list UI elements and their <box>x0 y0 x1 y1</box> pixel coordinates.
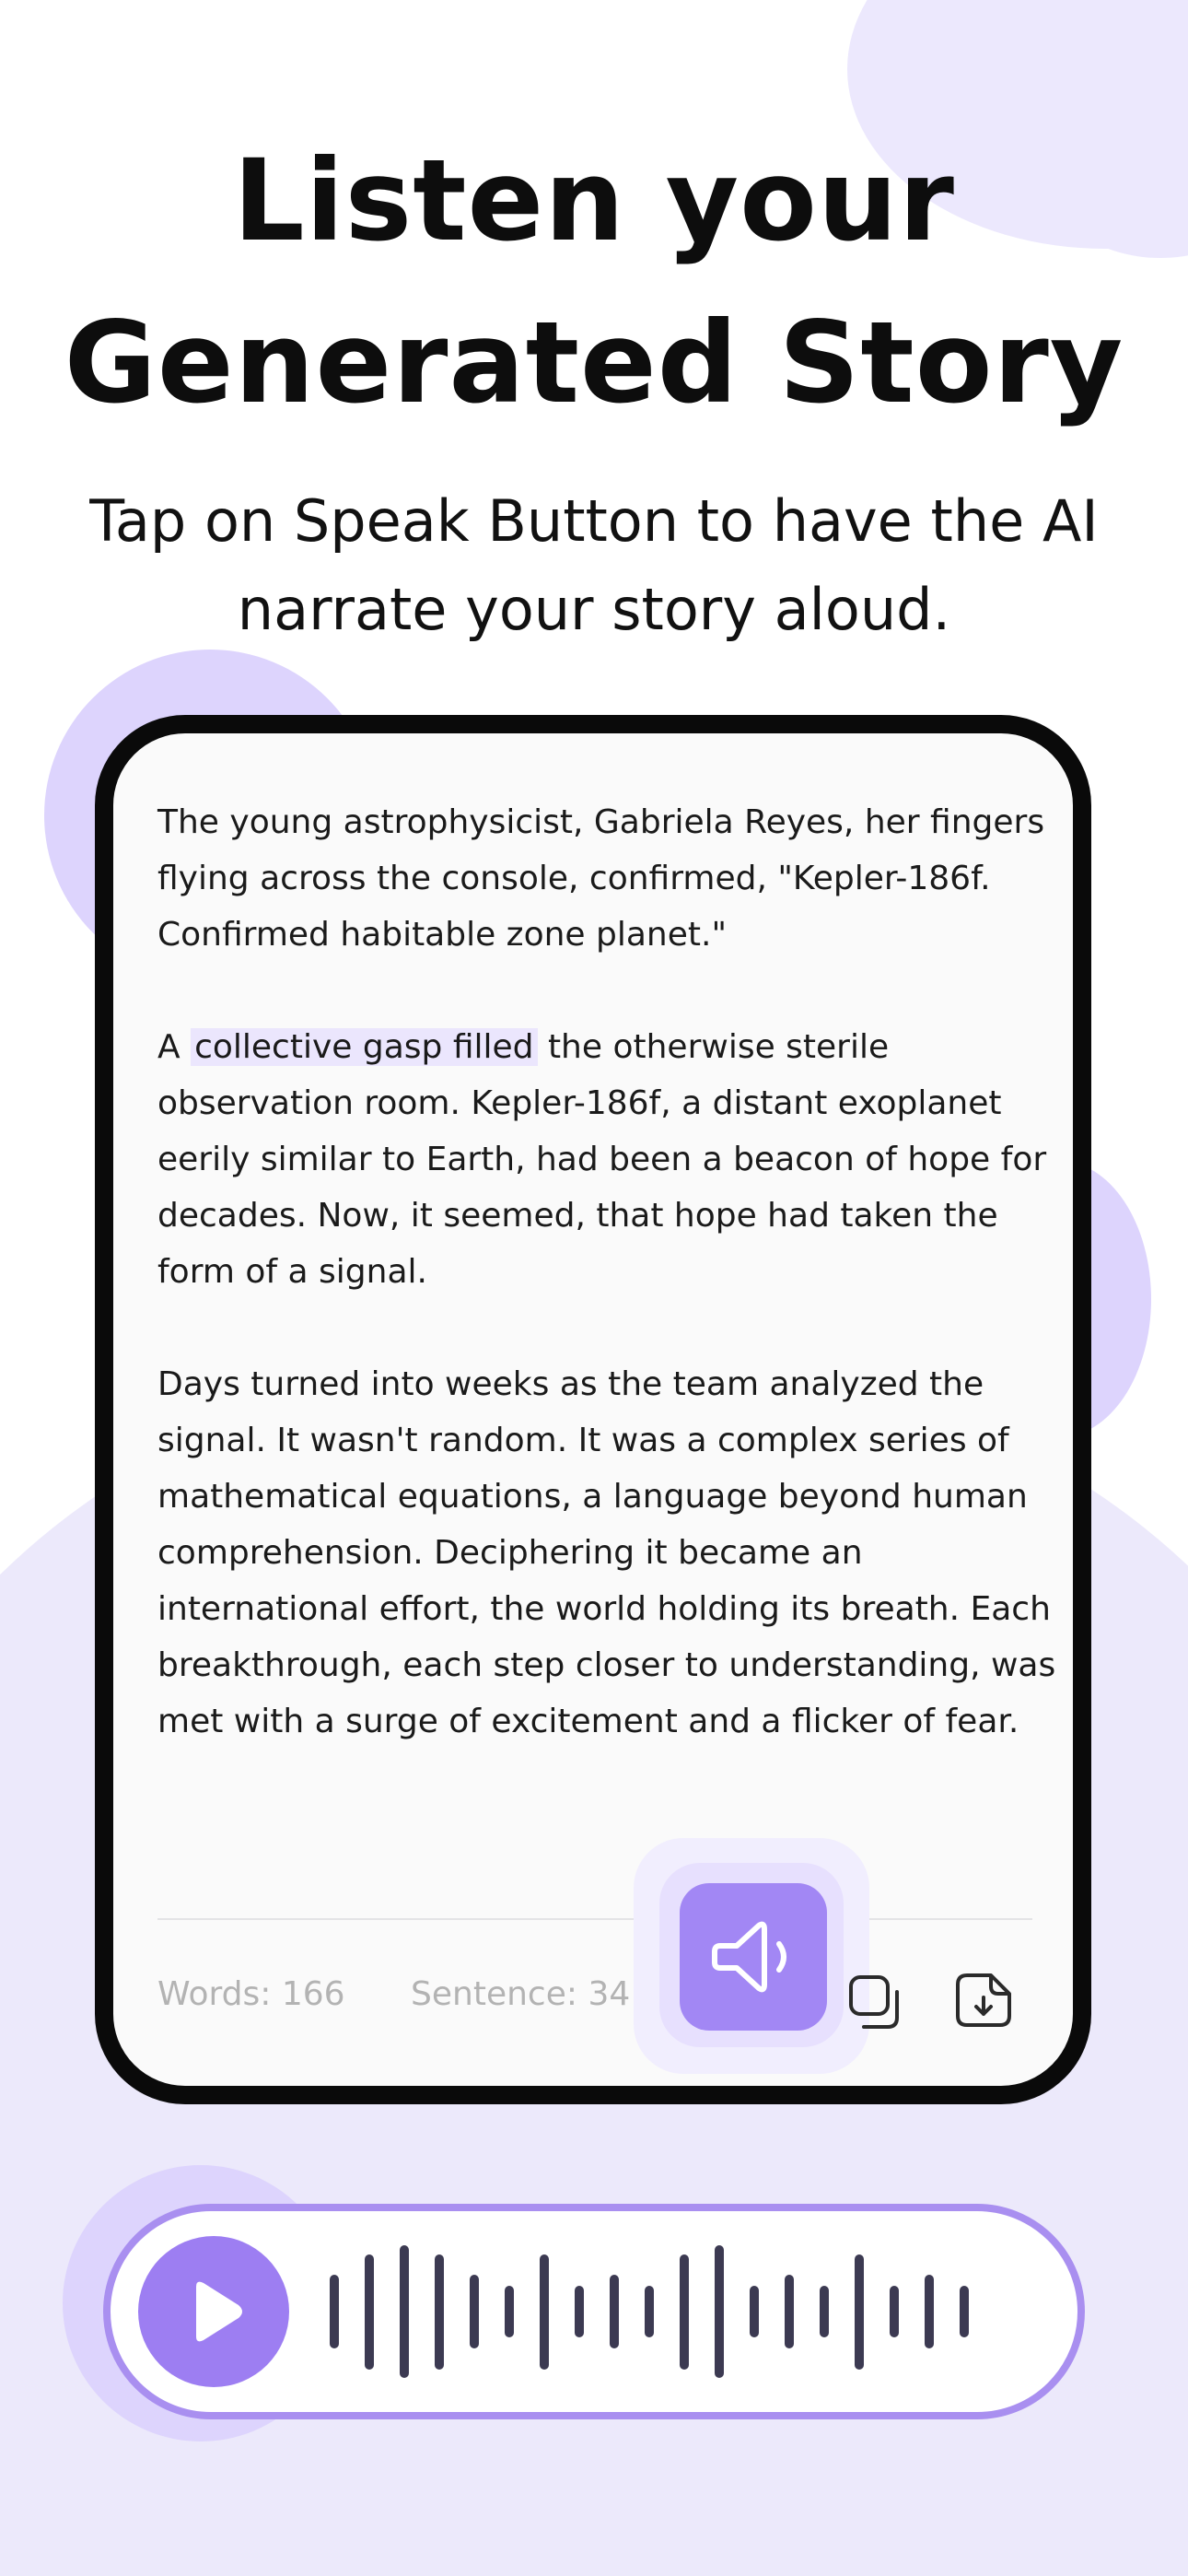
highlighted-phrase: collective gasp filled <box>191 1028 537 1066</box>
copy-icon <box>844 1972 904 2032</box>
waveform-bar <box>960 2286 969 2337</box>
waveform-bar <box>715 2245 724 2378</box>
waveform-bar <box>365 2254 374 2370</box>
play-icon <box>172 2270 255 2353</box>
story-paragraph: The young astrophysicist, Gabriela Reyes, her fingers flying across the console, confirmed, "Kepler-186f. Confirmed habitable zone planet." <box>157 803 1045 954</box>
waveform-bar <box>785 2275 794 2348</box>
page-title-line: Generated Story <box>64 298 1124 428</box>
waveform-bar <box>680 2254 689 2370</box>
waveform-bar <box>820 2286 829 2337</box>
waveform-bar <box>540 2254 549 2370</box>
waveform-bar <box>330 2275 339 2348</box>
waveform-bar <box>400 2245 409 2378</box>
word-count: Words: 166 <box>157 1975 345 2013</box>
waveform-bar <box>750 2286 759 2337</box>
waveform-bar <box>925 2275 934 2348</box>
save-button[interactable] <box>954 1970 1015 2034</box>
page-title <box>0 120 1188 444</box>
waveform-bar <box>610 2275 619 2348</box>
sentence-count: Sentence: 34 <box>411 1975 631 2013</box>
waveform-bar <box>575 2286 584 2337</box>
speaker-icon <box>707 1911 799 2003</box>
divider <box>157 1918 1032 1920</box>
page-title-line: Listen your <box>233 135 955 266</box>
speak-button[interactable] <box>680 1883 827 2031</box>
story-stats <box>157 1975 685 2013</box>
audio-waveform <box>330 2211 995 2412</box>
story-paragraph: Days turned into weeks as the team analyzed the signal. It wasn't random. It was a complex series of mathematical equations, a language beyond human comprehension. Deciphering it became an international effort, the world holding its breath. Each breakthrough, each step closer to understanding, was met with a surge of excitement and a flicker of fear. <box>157 1365 1056 1740</box>
copy-button[interactable] <box>844 1972 904 2036</box>
subtitle-line: Tap on Speak Button to have the AI <box>89 487 1099 555</box>
story-paragraph <box>157 1019 1060 1300</box>
story-text <box>157 794 1060 1806</box>
save-file-icon <box>954 1970 1015 2031</box>
page-subtitle <box>46 477 1142 654</box>
waveform-bar <box>855 2254 864 2370</box>
waveform-bar <box>890 2286 899 2337</box>
story-text-segment: A <box>157 1028 192 1066</box>
phone-frame <box>95 715 1091 2104</box>
waveform-bar <box>645 2286 654 2337</box>
story-text-segment: the otherwise sterile observation room. Kepler-186f, a distant exoplanet eerily similar to Earth, had been a beacon of hope for decades. Now, it seemed, that hope had taken the form of a signal. <box>157 1028 1047 1291</box>
play-button[interactable] <box>138 2236 289 2387</box>
waveform-bar <box>470 2275 479 2348</box>
waveform-bar <box>505 2286 514 2337</box>
subtitle-line: narrate your story aloud. <box>237 576 951 643</box>
waveform-bar <box>435 2254 444 2370</box>
audio-player <box>103 2204 1085 2419</box>
